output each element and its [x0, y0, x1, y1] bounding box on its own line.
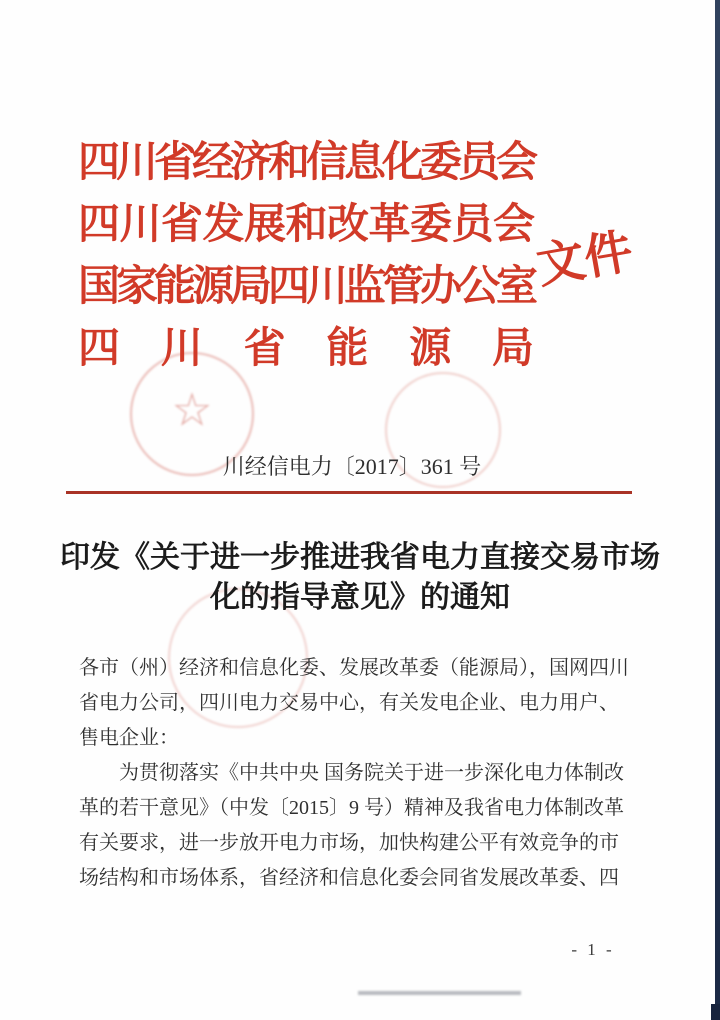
star-icon: ☆	[171, 382, 213, 437]
agency-char: 能	[326, 326, 369, 372]
scan-smudge	[358, 991, 521, 995]
body-line: 各市（州）经济和信息化委、发展改革委（能源局），国网四川	[79, 657, 629, 679]
document-title	[60, 538, 660, 618]
document-body	[79, 651, 641, 896]
body-line: 革的若干意见》（中发〔2015〕9 号）精神及我省电力体制改革	[79, 797, 624, 819]
agency-char: 局	[491, 326, 534, 372]
agency-name-line: 四川省发展和改革委员会	[78, 202, 535, 248]
red-divider-line	[66, 491, 632, 494]
body-line: 有关要求，进一步放开电力市场，加快构建公平有效竞争的市	[79, 832, 619, 854]
body-line: 场结构和市场体系，省经济和信息化委会同省发展改革委、四	[79, 867, 619, 889]
agency-name-line	[78, 318, 534, 380]
agency-char: 川	[160, 326, 203, 372]
body-line: 省电力公司，四川电力交易中心，有关发电企业、电力用户、	[79, 692, 619, 714]
document-title-line1: 印发《关于进一步推进我省电力直接交易市场	[60, 541, 660, 574]
doc-reference-number: 川经信电力〔2017〕361 号	[222, 454, 482, 479]
document-title-line2: 化的指导意见》的通知	[210, 581, 510, 614]
body-line: 为贯彻落实《中共中央 国务院关于进一步深化电力体制改	[119, 762, 624, 784]
agency-char: 省	[243, 326, 286, 372]
scan-edge-corner	[711, 1004, 720, 1020]
agency-name-line: 国家能源局四川监管办公室	[78, 264, 535, 310]
doc-type-label: 文件	[532, 224, 637, 294]
agency-char: 源	[409, 326, 452, 372]
scan-edge-line	[715, 0, 720, 1020]
page-number: - 1 -	[571, 940, 615, 959]
agency-char: 四	[78, 326, 121, 372]
agency-name-line: 四川省经济和信息化委员会	[78, 140, 535, 186]
letterhead-agencies	[78, 132, 534, 380]
body-line: 售电企业：	[79, 727, 179, 749]
